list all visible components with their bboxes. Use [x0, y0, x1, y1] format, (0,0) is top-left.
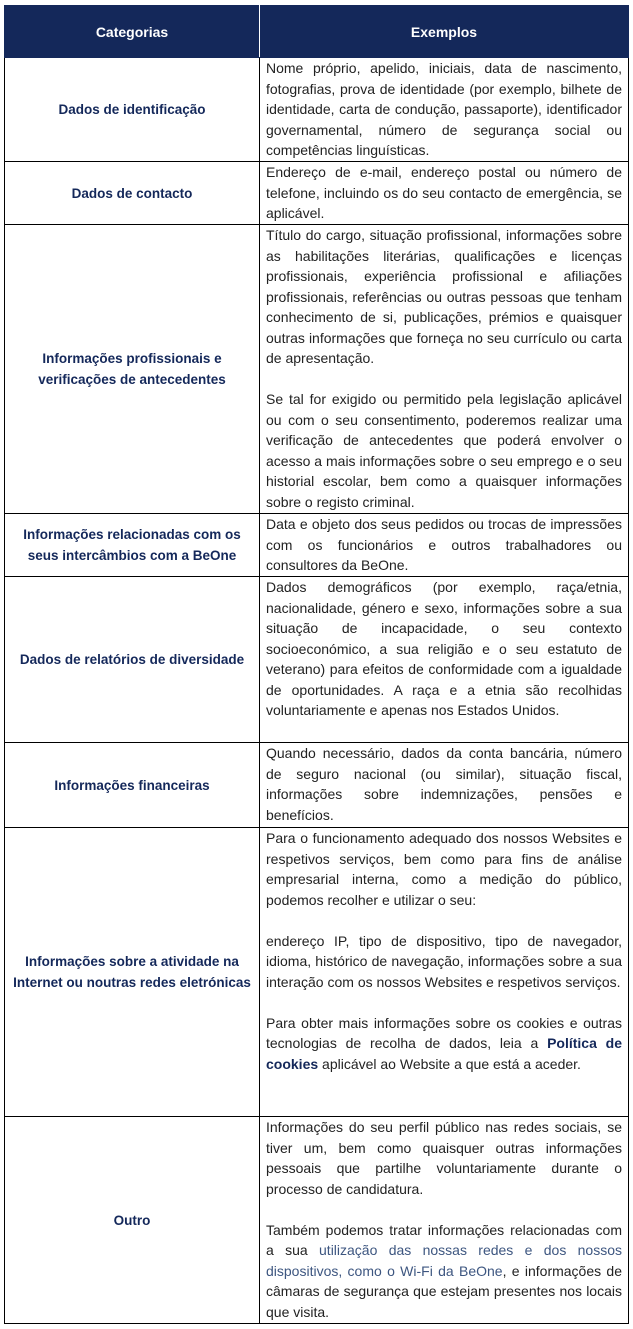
examples-text: Endereço de e-mail, endereço postal ou número de telefone, incluindo os do seu contacto de emergência, se aplicável.	[266, 164, 622, 221]
category-cell: Dados de contacto	[5, 162, 260, 225]
examples-cell	[260, 58, 629, 162]
table-row	[5, 828, 629, 1117]
examples-cell	[260, 162, 629, 225]
examples-text	[266, 1220, 622, 1323]
cookie-policy-link[interactable]: Política de cookies	[266, 1035, 622, 1072]
header-categories: Categorias	[5, 6, 260, 58]
examples-text	[266, 1013, 622, 1075]
category-cell: Informações financeiras	[5, 743, 260, 828]
category-cell: Informações sobre a atividade na Internet ou noutras redes eletrónicas	[5, 828, 260, 1117]
text-span: Também podemos tratar informações relacionadas com a sua	[266, 1221, 622, 1258]
header-examples: Exemplos	[260, 6, 629, 58]
examples-cell	[260, 743, 629, 828]
examples-text: endereço IP, tipo de dispositivo, tipo de navegador, idioma, histórico de navegação, informações sobre a sua interação com os nossos Websites e respetivos serviços.	[266, 932, 622, 990]
table-row	[5, 514, 629, 577]
examples-text: Se tal for exigido ou permitido pela legislação aplicável ou com o seu consentimento, poderemos realizar uma verificação de antecedentes que poderá envolver o acesso a mais informações sobre o seu emprego e o seu historial escolar, bem como a quaisquer informações sobre o registo criminal.	[266, 391, 622, 510]
table-row	[5, 58, 629, 162]
examples-text: Quando necessário, dados da conta bancária, número de seguro nacional (ou similar), situação fiscal, informações sobre indemnizações, pensões e benefícios.	[266, 745, 622, 823]
category-cell: Informações relacionadas com os seus intercâmbios com a BeOne	[5, 514, 260, 577]
table-header-row	[5, 6, 629, 58]
examples-cell	[260, 514, 629, 577]
examples-cell	[260, 577, 629, 743]
table-row	[5, 743, 629, 828]
text-span: Para obter mais informações sobre os cookies e outras tecnologias de recolha de dados, leia a	[266, 1014, 622, 1051]
examples-cell	[260, 828, 629, 1117]
text-span: aplicável ao Website a que está a aceder.	[318, 1055, 581, 1072]
table-row	[5, 577, 629, 743]
category-cell: Outro	[5, 1117, 260, 1324]
category-cell: Dados de relatórios de diversidade	[5, 577, 260, 743]
examples-cell	[260, 225, 629, 514]
category-cell: Informações profissionais e verificações de antecedentes	[5, 225, 260, 514]
table-row	[5, 162, 629, 225]
table-row	[5, 1117, 629, 1324]
examples-text: Data e objeto dos seus pedidos ou trocas de impressões com os funcionários e outros trabalhadores ou consultores da BeOne.	[266, 516, 622, 573]
examples-cell	[260, 1117, 629, 1324]
text-span: , e informações de câmaras de segurança que estejam presentes nos locais que visita.	[266, 1262, 623, 1320]
category-cell: Dados de identificação	[5, 58, 260, 162]
examples-text: Para o funcionamento adequado dos nossos Websites e respetivos serviços, bem como para fins de análise empresarial interna, como a medição do público, podemos recolher e utilizar o seu:	[266, 830, 622, 908]
text-span: utilização das nossas redes e dos nossos dispositivos, como o Wi-Fi da BeOne	[266, 1242, 622, 1279]
data-categories-table	[4, 5, 629, 1324]
examples-text: Nome próprio, apelido, iniciais, data de nascimento, fotografias, prova de identidade (por exemplo, bilhete de identidade, carta de condução, passaporte), identificador governamental, número de segurança social ou competências linguísticas.	[266, 60, 622, 158]
examples-text: Título do cargo, situação profissional, informações sobre as habilitações literárias, qualificações e licenças profissionais, experiência profissional e afiliações profissionais, referências ou outras pessoas que tenham conhecimento de si, publicações, prémios e quaisquer outras informações que forneça no seu currículo ou carta de apresentação.	[266, 227, 622, 366]
examples-text: Informações do seu perfil público nas redes sociais, se tiver um, bem como quaisquer outras informações pessoais que partilhe voluntariamente durante o processo de candidatura.	[266, 1119, 622, 1197]
table-row	[5, 225, 629, 514]
examples-text: Dados demográficos (por exemplo, raça/etnia, nacionalidade, género e sexo, informações sobre a sua situação de incapacidade, o seu contexto socioeconómico, a sua religião e o seu estatuto de veterano) para efeitos de conformidade com a igualdade de oportunidades. A raça e a etnia são recolhidas voluntariamente e apenas nos Estados Unidos.	[266, 579, 622, 718]
